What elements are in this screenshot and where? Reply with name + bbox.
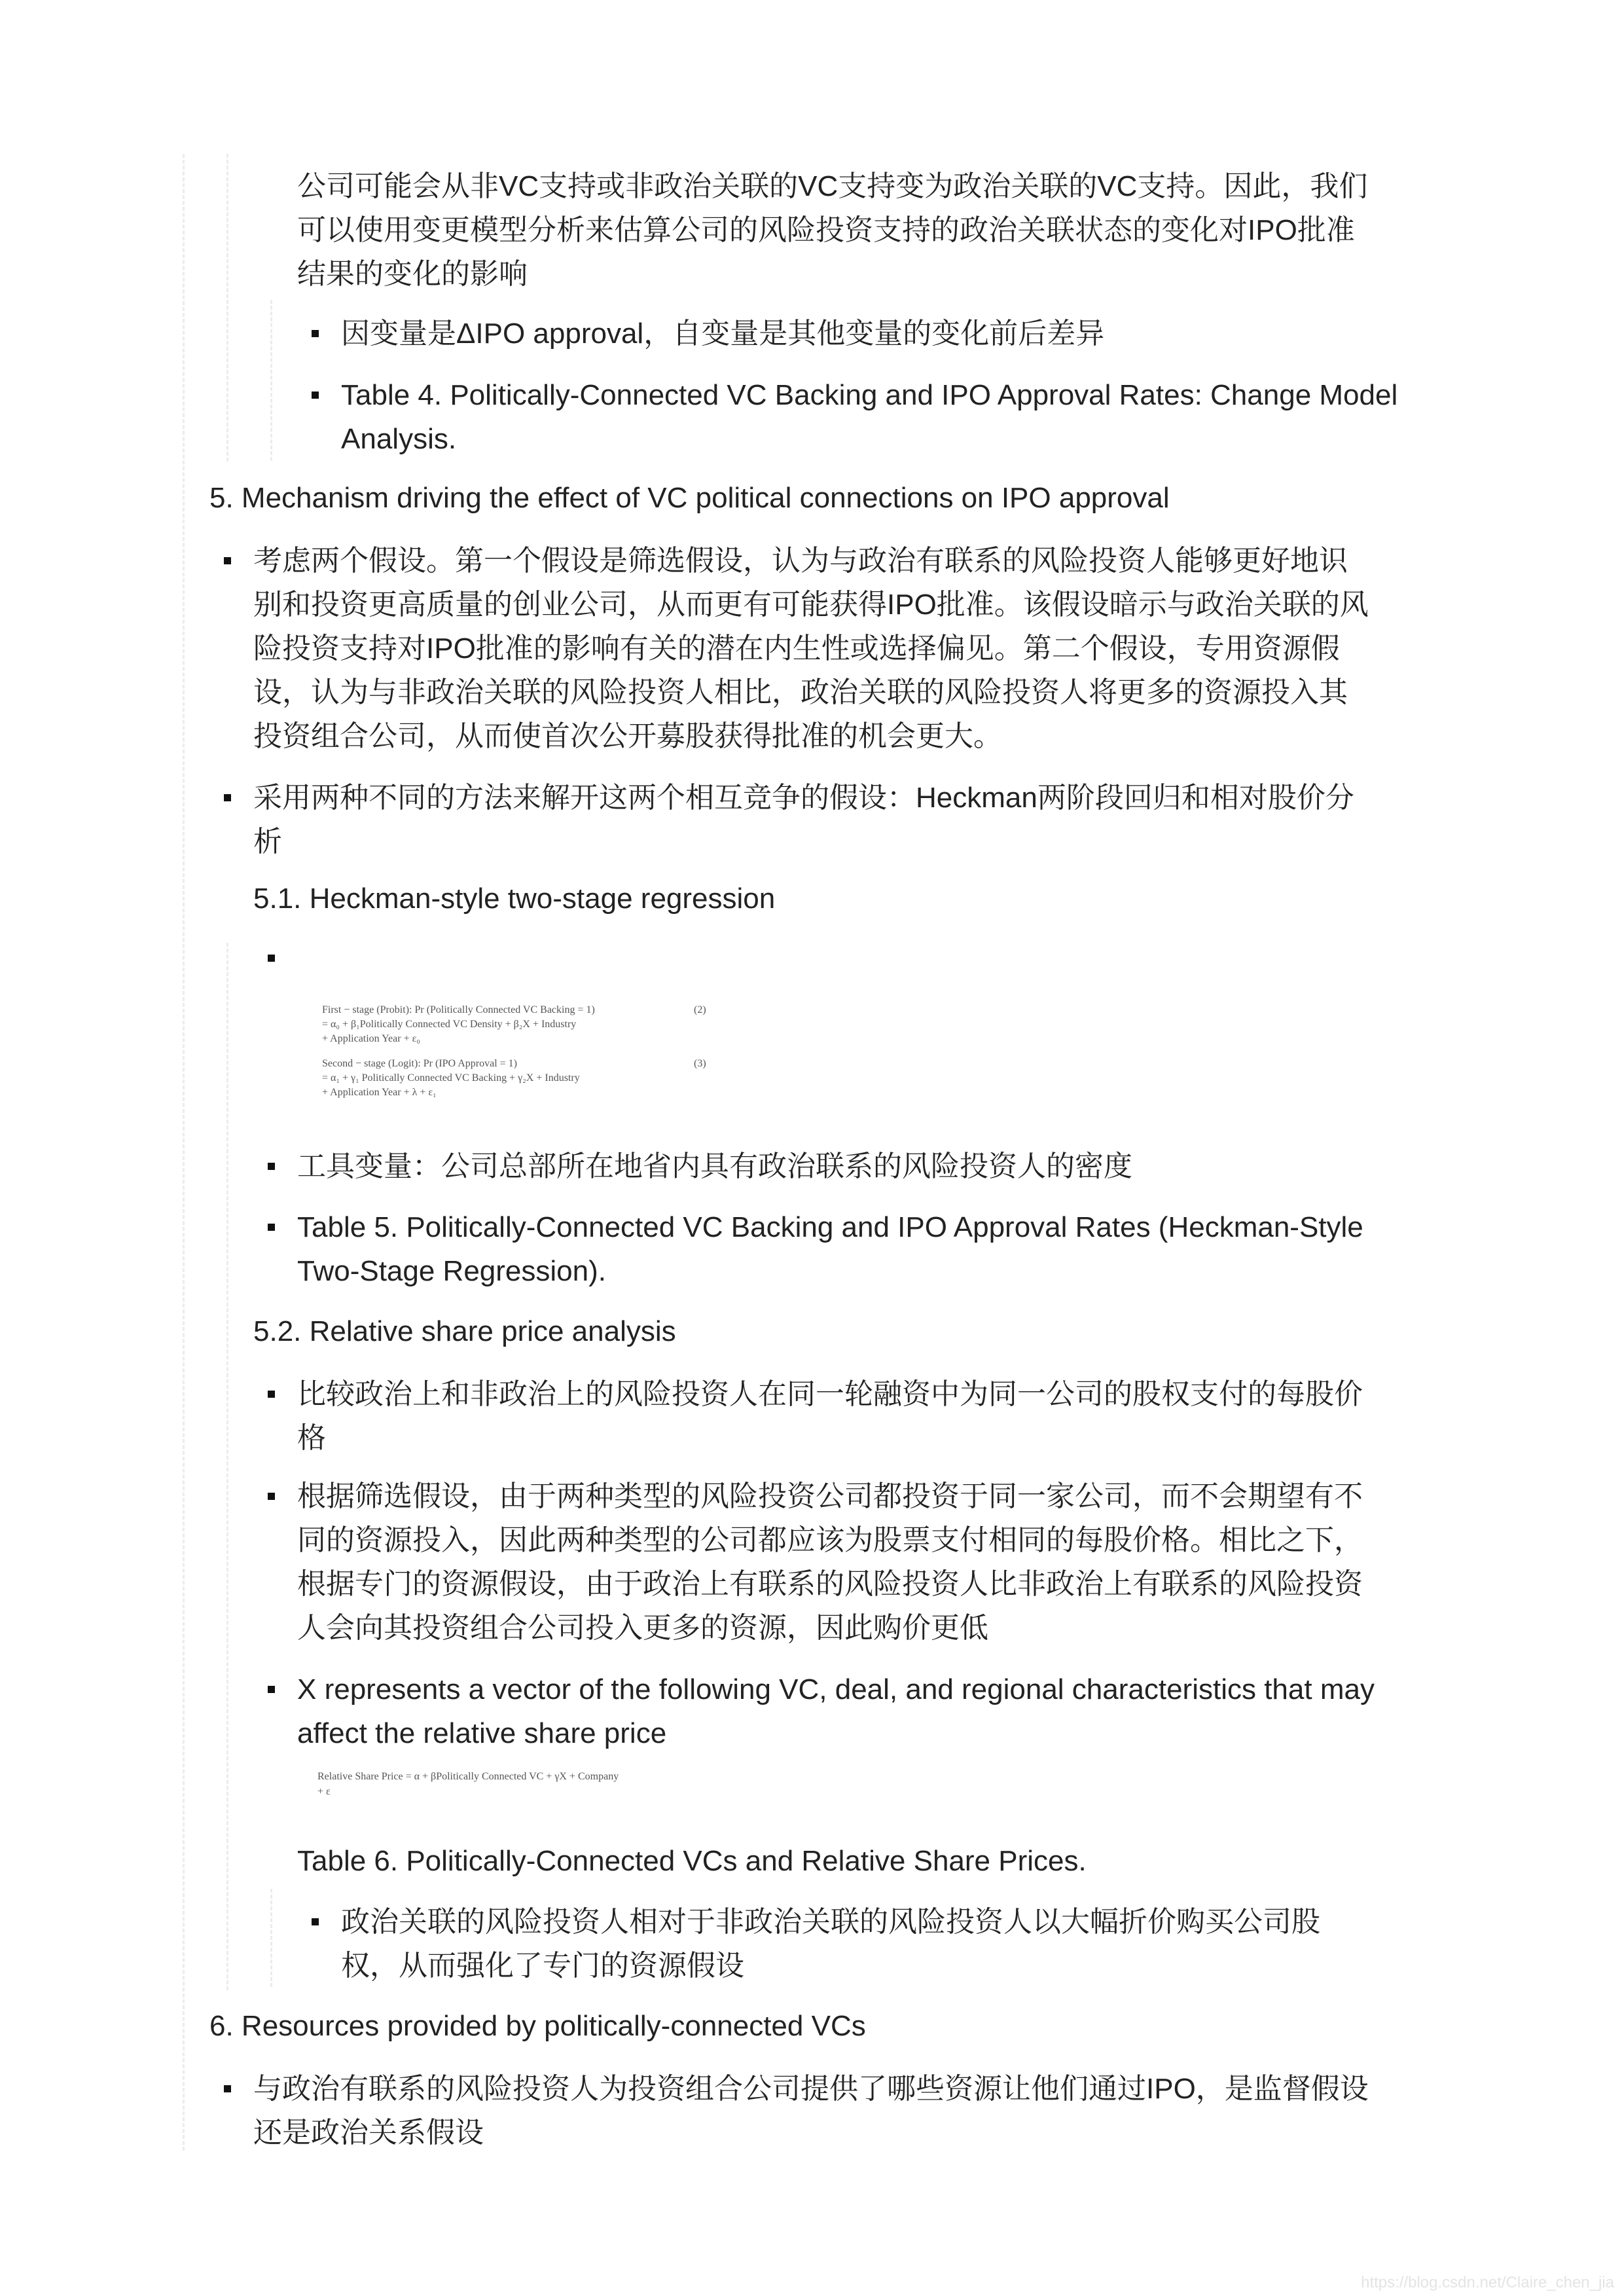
list-item: 还是政治关系假设	[253, 2117, 484, 2149]
list-item: Table 4. Politically-Connected VC Backing and IPO Approval Rates: Change Model	[341, 379, 1398, 411]
equation-line: = α₁ + γ₁ Politically Connected VC Backing + γ₂X + Industry	[322, 1072, 580, 1084]
list-item: 根据专门的资源假设，由于政治上有联系的风险投资人比非政治上有联系的风险投资	[297, 1568, 1363, 1600]
equation-line: + Application Year + ε₀	[322, 1033, 420, 1044]
bullet-icon	[312, 1918, 319, 1925]
list-item: 考虑两个假设。第一个假设是筛选假设，认为与政治有联系的风险投资人能够更好地识	[253, 545, 1348, 577]
bullet-icon	[224, 2085, 231, 2092]
table-caption: Table 6. Politically-Connected VCs and Relative Share Prices.	[297, 1845, 1087, 1877]
list-item: 同的资源投入，因此两种类型的公司都应该为股票支付相同的每股价格。相比之下，	[297, 1524, 1363, 1556]
equation-line: First − stage (Probit): Pr (Politically Connected VC Backing = 1)	[322, 1004, 595, 1015]
paragraph-line: 结果的变化的影响	[297, 258, 528, 290]
bullet-icon	[224, 557, 231, 564]
equation-line: = α₀ + β₁Politically Connected VC Density + β₂X + Industry	[322, 1019, 577, 1030]
list-item: Table 5. Politically-Connected VC Backing and IPO Approval Rates (Heckman-Style	[297, 1211, 1363, 1243]
list-item: 设，认为与非政治关联的风险投资人相比，政治关联的风险投资人将更多的资源投入其	[253, 676, 1348, 708]
bullet-icon	[312, 330, 319, 337]
list-item: 工具变量：公司总部所在地省内具有政治联系的风险投资人的密度	[297, 1150, 1132, 1182]
bullet-icon	[312, 392, 319, 399]
list-item: 险投资支持对IPO批准的影响有关的潜在内生性或选择偏见。第二个假设，专用资源假	[253, 632, 1340, 665]
list-item: 投资组合公司，从而使首次公开募股获得批准的机会更大。	[253, 720, 1002, 752]
list-item: Analysis.	[341, 423, 457, 455]
list-item: 权，从而强化了专门的资源假设	[341, 1950, 744, 1982]
list-item: affect the relative share price	[297, 1717, 667, 1749]
section-heading-5: 5. Mechanism driving the effect of VC political connections on IPO approval	[209, 482, 1170, 514]
subsection-heading-5-1: 5.1. Heckman-style two-stage regression	[253, 883, 776, 915]
list-item: Two-Stage Regression).	[297, 1255, 606, 1287]
subsection-heading-5-2: 5.2. Relative share price analysis	[253, 1315, 676, 1347]
equation-line: + ε	[317, 1786, 331, 1797]
indent-guide	[226, 943, 228, 1990]
indent-guide	[270, 300, 272, 461]
paragraph-line: 可以使用变更模型分析来估算公司的风险投资支持的政治关联状态的变化对IPO批准	[297, 214, 1355, 246]
list-item: 政治关联的风险投资人相对于非政治关联的风险投资人以大幅折价购买公司股	[341, 1906, 1320, 1938]
bullet-icon	[268, 1391, 275, 1398]
bullet-icon	[224, 794, 231, 801]
list-item: 根据筛选假设，由于两种类型的风险投资公司都投资于同一家公司，而不会期望有不	[297, 1480, 1363, 1512]
list-item: 格	[297, 1422, 326, 1454]
bullet-icon	[268, 1224, 275, 1231]
bullet-icon	[268, 1493, 275, 1500]
bullet-icon	[268, 955, 275, 962]
equation-line: + Application Year + λ + ε₁	[322, 1087, 437, 1098]
section-heading-6: 6. Resources provided by politically-connected VCs	[209, 2010, 866, 2042]
list-item: 与政治有联系的风险投资人为投资组合公司提供了哪些资源让他们通过IPO，是监督假设	[253, 2073, 1369, 2105]
paragraph-line: 公司可能会从非VC支持或非政治关联的VC支持变为政治关联的VC支持。因此，我们	[297, 170, 1368, 202]
list-item: 采用两种不同的方法来解开这两个相互竞争的假设：Heckman两阶段回归和相对股价分	[253, 782, 1354, 814]
list-item: X represents a vector of the following VC, deal, and regional characteristics that may	[297, 1673, 1375, 1705]
list-item: 因变量是ΔIPO approval，自变量是其他变量的变化前后差异	[341, 318, 1105, 350]
indent-guide	[183, 154, 185, 2151]
indent-guide	[270, 1889, 272, 1987]
indent-guide	[226, 154, 228, 462]
watermark: https://blog.csdn.net/Claire_chen_jia	[1361, 2274, 1614, 2291]
list-item: 比较政治上和非政治上的风险投资人在同一轮融资中为同一公司的股权支付的每股价	[297, 1378, 1363, 1410]
list-item: 析	[253, 826, 282, 858]
equation-number: (3)	[694, 1058, 706, 1069]
equation-line: Second − stage (Logit): Pr (IPO Approval = 1)	[322, 1058, 517, 1069]
list-item: 别和投资更高质量的创业公司，从而更有可能获得IPO批准。该假设暗示与政治关联的风	[253, 589, 1369, 621]
equation-line: Relative Share Price = α + βPolitically Connected VC + γX + Company	[317, 1771, 619, 1782]
equation-number: (2)	[694, 1004, 706, 1015]
bullet-icon	[268, 1686, 275, 1693]
bullet-icon	[268, 1163, 275, 1170]
list-item: 人会向其投资组合公司投入更多的资源，因此购价更低	[297, 1612, 988, 1644]
